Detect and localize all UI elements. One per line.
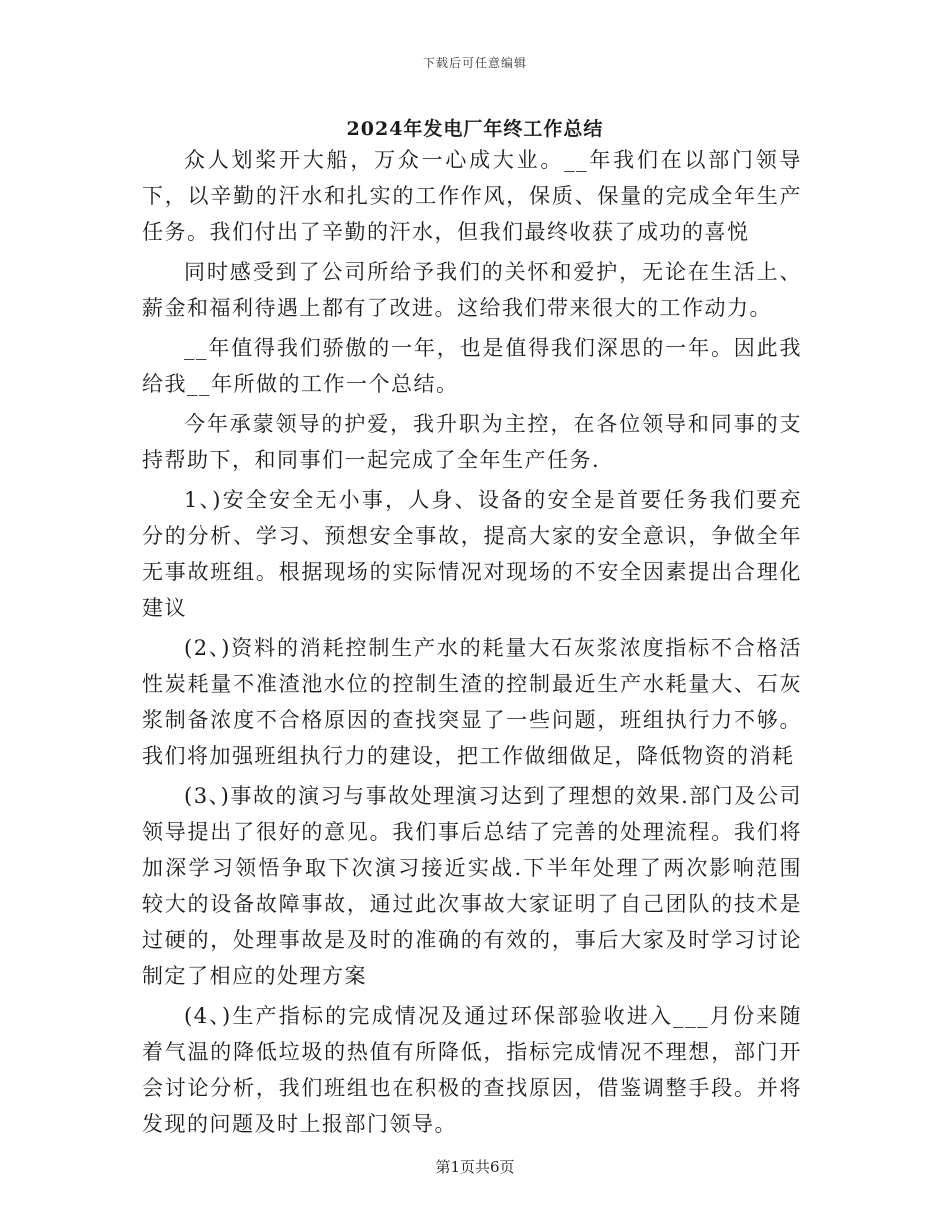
paragraph: 同时感受到了公司所给予我们的关怀和爱护，无论在生活上、薪金和福利待遇上都有了改进。这给我们带来很大的工作动力。 bbox=[142, 260, 802, 320]
paragraph: (2、)资料的消耗控制生产水的耗量大石灰浆浓度指标不合格活性炭耗量不准渣池水位的控制生渣的控制最近生产水耗量大、石灰浆制备浓度不合格原因的查找突显了一些问题，班组执行力不够。我们将加强班组执行力的建设，把工作做细做足，降低物资的消耗 bbox=[142, 636, 802, 768]
page-number: 第1页共6页 bbox=[435, 1158, 515, 1176]
header-note: 下载后可任意编辑 bbox=[422, 56, 527, 70]
document-body bbox=[142, 142, 802, 1146]
document-title: 2024年发电厂年终工作总结 bbox=[346, 118, 604, 140]
paragraph: 今年承蒙领导的护爱，我升职为主控，在各位领导和同事的支持帮助下，和同事们一起完成了全年生产任务. bbox=[142, 412, 802, 472]
paragraph: 众人划桨开大船，万众一心成大业。__年我们在以部门领导下，以辛勤的汗水和扎实的工作作风，保质、保量的完成全年生产任务。我们付出了辛勤的汗水，但我们最终收获了成功的喜悦 bbox=[142, 148, 802, 244]
paragraph: 1、)安全安全无小事，人身、设备的安全是首要任务我们要充分的分析、学习、预想安全事故，提高大家的安全意识，争做全年无事故班组。根据现场的实际情况对现场的不安全因素提出合理化建议 bbox=[142, 488, 802, 620]
paragraph: __年值得我们骄傲的一年，也是值得我们深思的一年。因此我给我__年所做的工作一个总结。 bbox=[142, 336, 802, 396]
paragraph: (3、)事故的演习与事故处理演习达到了理想的效果.部门及公司领导提出了很好的意见。我们事后总结了完善的处理流程。我们将加深学习领悟争取下次演习接近实战.下半年处理了两次影响范围较大的设备故障事故，通过此次事故大家证明了自己团队的技术是过硬的，处理事故是及时的准确的有效的，事后大家及时学习讨论制定了相应的处理方案 bbox=[142, 784, 802, 988]
paragraph: (4、)生产指标的完成情况及通过环保部验收进入___月份来随着气温的降低垃圾的热值有所降低，指标完成情况不理想，部门开会讨论分析，我们班组也在积极的查找原因，借鉴调整手段。并将发现的问题及时上报部门领导。 bbox=[142, 1004, 802, 1136]
